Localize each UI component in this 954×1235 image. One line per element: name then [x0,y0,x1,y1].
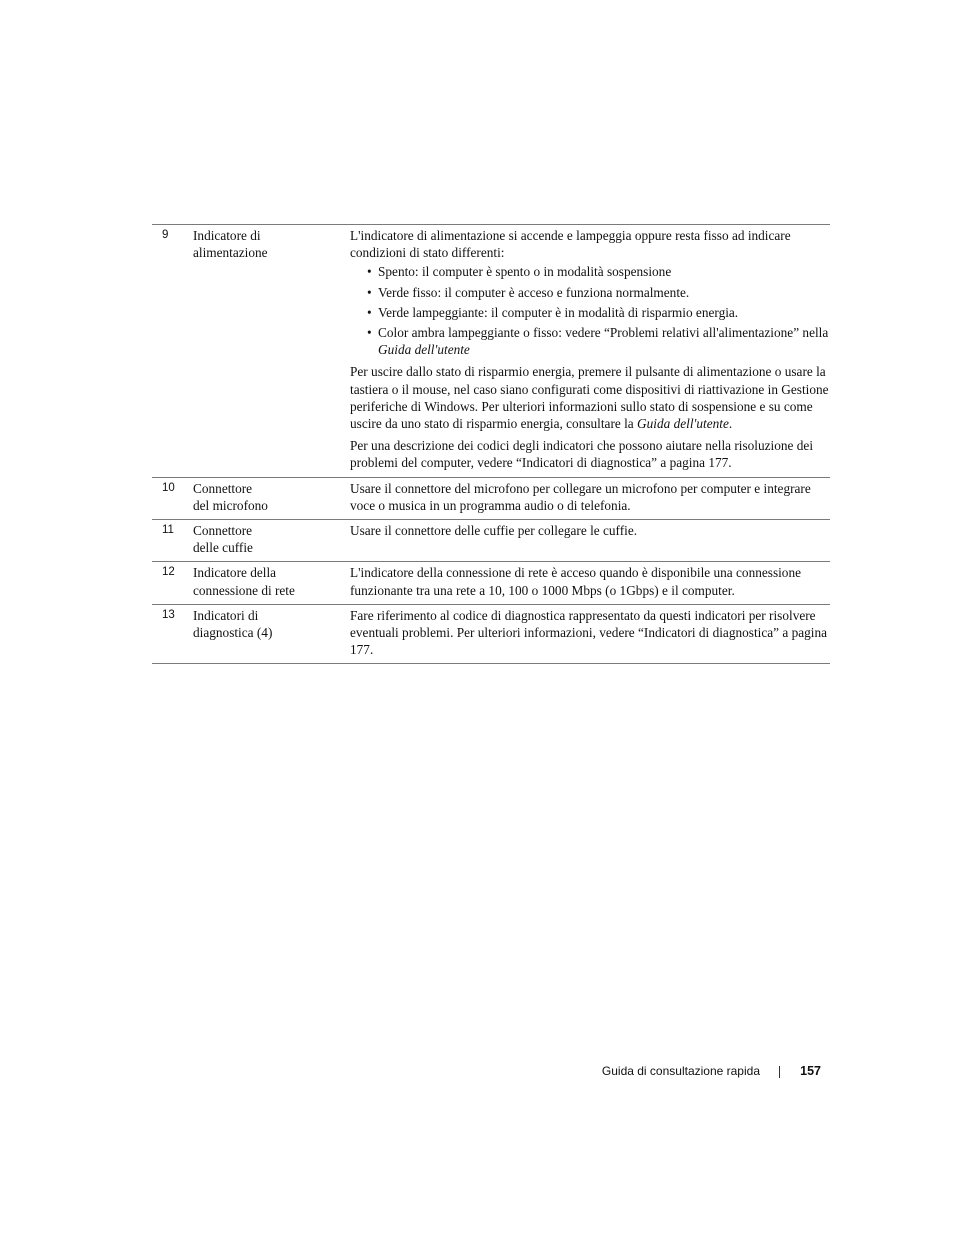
component-name [193,477,350,519]
guide-reference: Guida dell'utente [637,416,729,432]
component-name [193,225,350,478]
list-item [367,324,830,358]
description-paragraph: Per una descrizione dei codici degli indicatori che possono aiutare nella risoluzione dei problemi del computer, vedere “Indicatori di diagnostica” a pagina 177. [350,438,814,471]
component-name-line: Indicatore di [193,228,261,243]
component-name-line: del microfono [193,497,268,513]
footer-title: Guida di consultazione rapida [601,1064,760,1078]
table-row [152,520,830,562]
component-name-line: Connettore [193,523,253,539]
paragraph-text: Per uscire dallo stato di risparmio energia, premere il pulsante di alimentazione o usare la tastiera o il mouse, nel caso siano configurati come dispositivi di riattivazione in Gestione periferiche di Windows. Per ulteriori informazioni sullo stato di sospensione e su come uscire da uno stato di risparmio energia, consultare la [350,364,829,432]
table-row [152,225,830,478]
paragraph-end: . [728,416,733,432]
component-description [350,225,830,478]
row-number: 12 [162,566,175,579]
component-name [193,562,350,604]
table-row [152,604,830,664]
description-paragraph [350,363,830,432]
component-name-line: Indicatore della [193,565,277,581]
table-row [152,477,830,519]
table-row [152,562,830,604]
list-item: • Spento: il computer è spento o in modalità sospensione [367,263,830,280]
component-name [193,520,350,562]
row-number: 13 [162,608,175,621]
page-number: 157 [800,1064,821,1078]
list-item: • Verde fisso: il computer è acceso e funziona normalmente. [367,284,830,301]
description-intro: L'indicatore di alimentazione si accende e lampeggia oppure resta fisso ad indicare condizioni di stato differenti: [350,228,791,261]
status-list [350,263,830,358]
page-footer [0,1062,954,1082]
row-number: 9 [162,229,169,241]
component-name [193,604,350,664]
component-description: Fare riferimento al codice di diagnostica rappresentato da questi indicatori per risolvere eventuali problemi. Per ulteriori informazioni, vedere “Indicatori di diagnostica” a pagina 177. [350,607,828,658]
footer-separator [779,1066,780,1078]
row-number: 11 [162,524,174,537]
component-name-line: delle cuffie [193,540,253,556]
guide-reference: Guida dell'utente [378,342,470,358]
list-item: • Verde lampeggiante: il computer è in modalità di risparmio energia. [367,304,830,321]
component-description: Usare il connettore del microfono per collegare un microfono per computer e integrare voce o musica in un programma audio o di telefonia. [350,480,811,513]
list-item-text: Color ambra lampeggiante o fisso: vedere “Problemi relativi all'alimentazione” nella [378,325,829,341]
row-number: 10 [162,481,175,494]
component-description: L'indicatore della connessione di rete è acceso quando è disponibile una connessione funzionante tra una rete a 10, 100 o 1000 Mbps (o 1Gbps) e il computer. [350,565,802,598]
component-name-line: Connettore [193,480,253,496]
component-name-line: Indicatori di [193,607,259,623]
component-name-line: diagnostica (4) [193,625,273,641]
component-table [152,224,830,664]
component-name-line: connessione di rete [193,582,295,598]
component-description: Usare il connettore delle cuffie per collegare le cuffie. [350,523,638,539]
component-name-line: alimentazione [193,245,268,261]
